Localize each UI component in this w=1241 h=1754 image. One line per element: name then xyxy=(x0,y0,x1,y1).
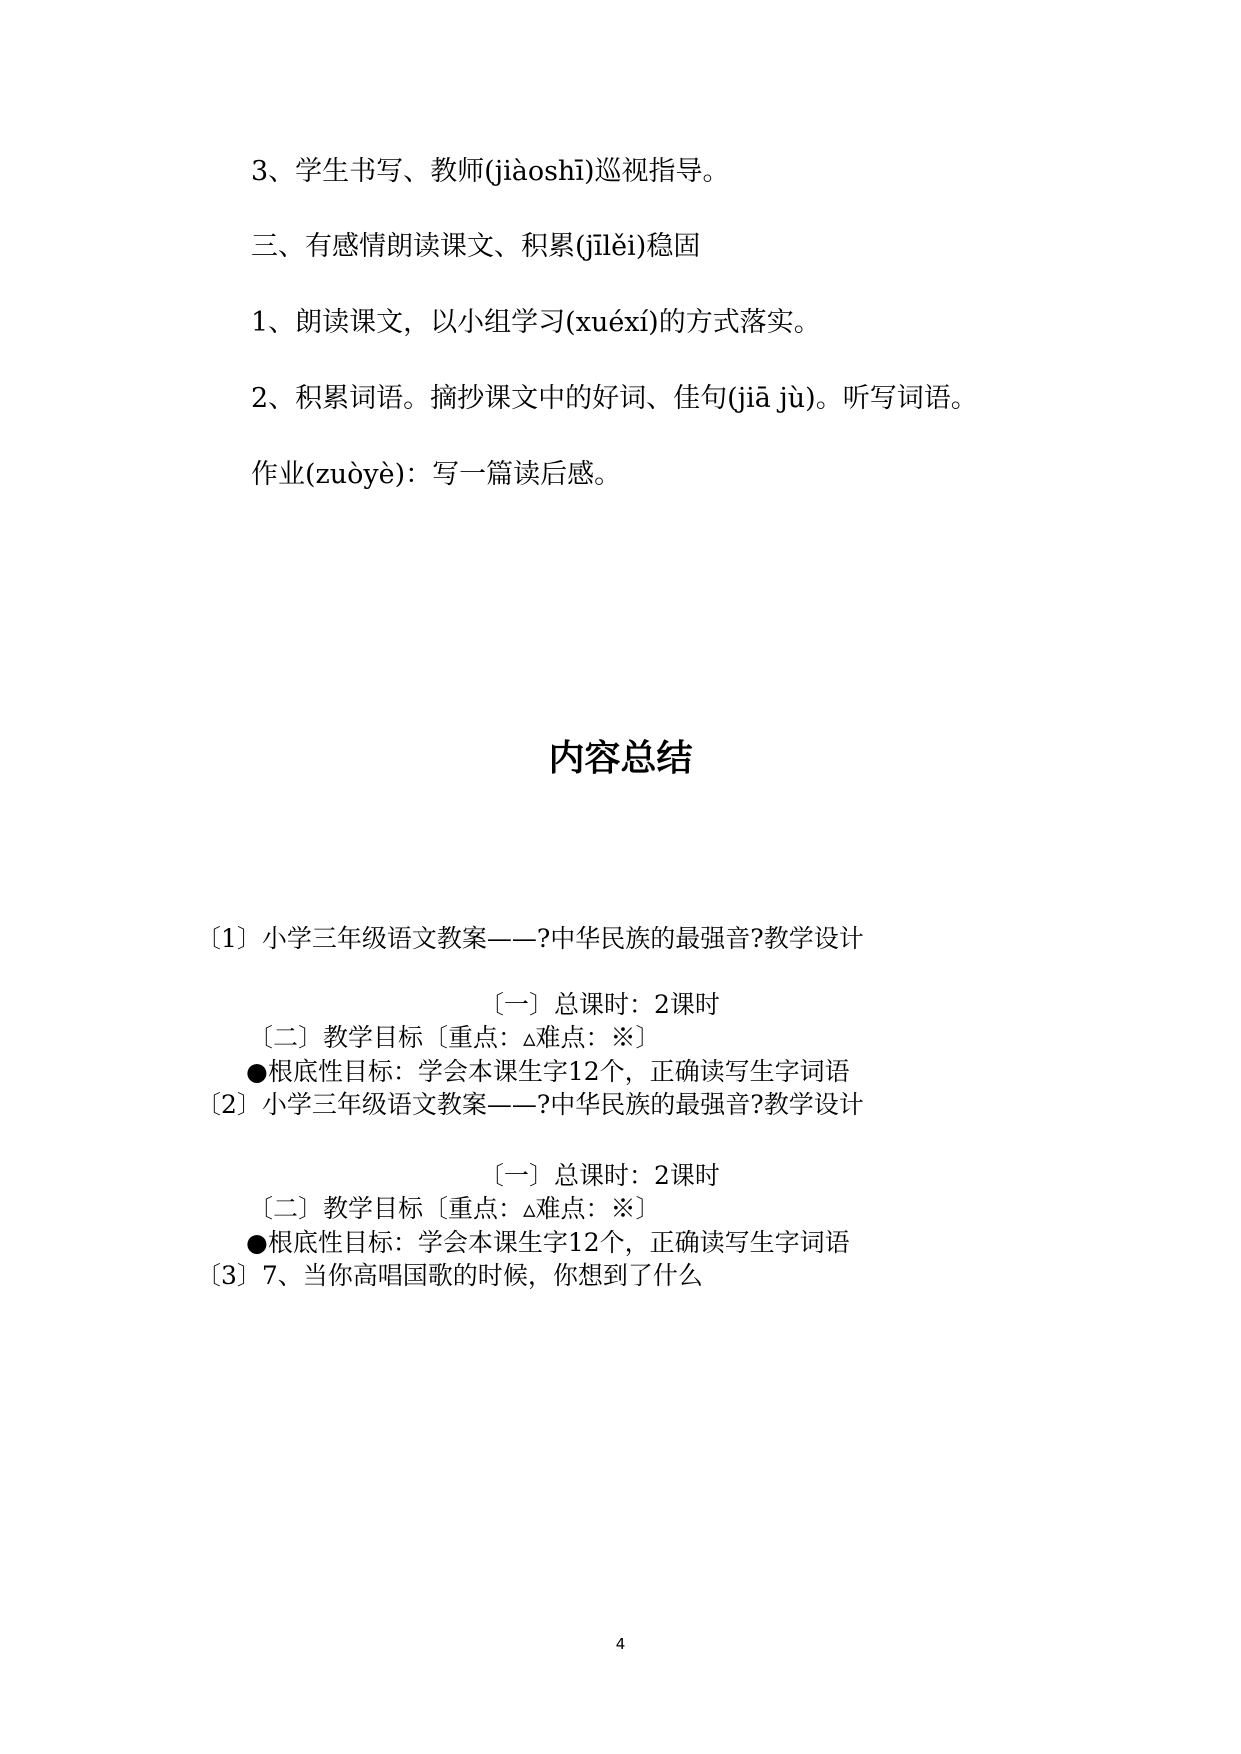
body-paragraph: 3、学生书写、教师(jiàoshī)巡视指导。 xyxy=(251,156,730,187)
body-paragraph: 2、积累词语。摘抄课文中的好词、佳句(jiā jù)。听写词语。 xyxy=(251,383,978,414)
summary-item-hours: 〔一〕总课时：2课时 xyxy=(479,1161,720,1190)
page-number: 4 xyxy=(615,1635,626,1653)
summary-item-hours: 〔一〕总课时：2课时 xyxy=(479,990,720,1019)
summary-item-goals: 〔二〕教学目标〔重点：▵难点：※〕 xyxy=(248,1023,661,1052)
summary-title: 内容总结 xyxy=(548,738,693,779)
summary-item-goals: 〔二〕教学目标〔重点：▵难点：※〕 xyxy=(248,1194,661,1223)
summary-item-basic-goal: ●根底性目标：学会本课生字12个，正确读写生字词语 xyxy=(246,1228,850,1257)
body-paragraph: 三、有感情朗读课文、积累(jīlěi)稳固 xyxy=(251,231,701,262)
summary-item-heading: 〔1〕小学三年级语文教案——?中华民族的最强音?教学设计 xyxy=(196,924,864,953)
summary-item-basic-goal: ●根底性目标：学会本课生字12个，正确读写生字词语 xyxy=(246,1057,850,1086)
summary-item-heading: 〔2〕小学三年级语文教案——?中华民族的最强音?教学设计 xyxy=(196,1090,864,1119)
homework-paragraph: 作业(zuòyè)：写一篇读后感。 xyxy=(251,459,622,490)
summary-item-heading: 〔3〕7、当你高唱国歌的时候，你想到了什么 xyxy=(196,1261,703,1290)
body-paragraph: 1、朗读课文，以小组学习(xuéxí)的方式落实。 xyxy=(251,307,821,338)
